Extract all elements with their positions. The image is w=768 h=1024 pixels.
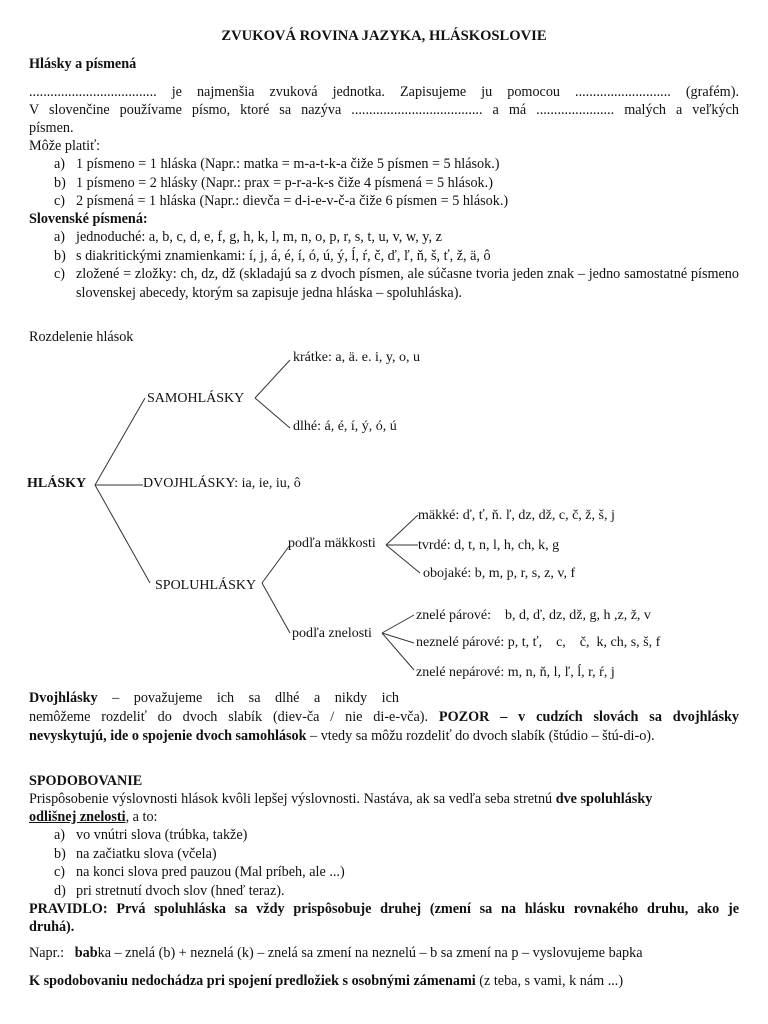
paragraph-line: písmen.: [29, 120, 74, 136]
list-item: c) zložené = zložky: ch, dz, dž (skladajú sa z dvoch písmen, ale súčasne tvoria jeden znak – jedno samostatné písmeno slovenskej abecedy, ktorým sa zapisuje jedna hláska – spoluhláska).: [54, 266, 739, 301]
dvojhlasky-line2: nemôžeme rozdeliť do dvoch slabík (diev-ča / nie di-e-vča). POZOR – v cudzích slovách sa dvojhlásky: [29, 709, 740, 725]
spodobovanie-line2: odlišnej znelosti, a to:: [29, 809, 158, 825]
can-be-label: Môže platiť:: [29, 138, 101, 154]
example-line: Napr.: babka – znelá (b) + neznelá (k) – znelá sa zmení na neznelú – b sa zmení na p – vyslovujeme bapka: [29, 945, 643, 961]
list-item: a) 1 písmeno = 1 hláska (Napr.: matka = m-a-t-k-a čiže 5 písmen = 5 hlások.): [54, 156, 500, 172]
final-note: K spodobovaniu nedochádza pri spojení predložiek s osobnými zámenami (z teba, s vami, k nám ...): [29, 973, 624, 989]
list-item: b) 1 písmeno = 2 hlásky (Napr.: prax = p-r-a-k-s čiže 4 písmená = 5 hlások.): [54, 174, 493, 191]
tree-leaf-obojake: obojaké: b, m, p, r, s, z, v, f: [423, 566, 576, 581]
list-item: b) s diakritickými znamienkami: í, j, á, é, í, ó, ú, ý, ĺ, ŕ, č, ď, ľ, ň, š, ť, ž, ä, ô: [54, 247, 491, 264]
tree-node-samohlasky: SAMOHLÁSKY: [147, 391, 245, 406]
section-heading-hlasky-pismena: Hlásky a písmená: [29, 56, 137, 72]
list-item: c) na konci slova pred pauzou (Mal príbeh, ale ...): [54, 864, 345, 881]
list-item: b) na začiatku slova (včela): [54, 845, 217, 862]
tree-node-spoluhlasky: SPOLUHLÁSKY: [155, 578, 257, 593]
list-item: a) jednoduché: a, b, c, d, e, f, g, h, k, l, m, n, o, p, r, s, t, u, v, w, y, z: [54, 229, 442, 245]
list-item: a) vo vnútri slova (trúbka, takže): [54, 827, 248, 843]
paragraph-line: .................................... je najmenšia zvuková jednotka. Zapisujeme ju pomocou ........................... (grafém).: [29, 84, 739, 100]
tree-leaf-znele-neparove: znelé nepárové: m, n, ň, l, ľ, ĺ, r, ŕ, j: [416, 665, 615, 680]
tree-leaf-makke: mäkké: ď, ť, ň. ľ, dz, dž, c, č, ž, š, j: [418, 508, 615, 523]
page-title: ZVUKOVÁ ROVINA JAZYKA, HLÁSKOSLOVIE: [221, 28, 547, 44]
tree-leaf-dlhe: dlhé: á, é, í, ý, ó, ú: [293, 419, 397, 434]
tree-leaf-kratke: krátke: a, ä. e. i, y, o, u: [293, 350, 420, 365]
dvojhlasky-line1: Dvojhlásky – považujeme ich sa dlhé a nikdy ich: [29, 690, 399, 706]
spodobovanie-list: [29, 826, 345, 900]
tree-node-znelost: podľa znelosti: [292, 626, 372, 641]
tree-node-makkost: podľa mäkkosti: [288, 536, 376, 551]
tree-leaf-tvrde: tvrdé: d, t, n, l, h, ch, k, g: [418, 538, 560, 553]
paragraph-line: V slovenčine používame písmo, ktoré sa nazýva ..................................... a má ...................... malých a veľkých: [29, 102, 739, 118]
rule-line2: druhá).: [29, 919, 75, 935]
tree-leaf-znele-parove: znelé párové: b, d, ď, dz, dž, g, h ,z, ž, v: [416, 608, 651, 623]
tree-node-dvojhlasky: DVOJHLÁSKY: ia, ie, iu, ô: [143, 476, 301, 491]
spodobovanie-line1: Prispôsobenie výslovnosti hlások kvôli lepšej výslovnosti. Nastáva, ak sa vedľa seba stretnú dve spoluhlásky: [29, 791, 653, 807]
list-item: d) pri stretnutí dvoch slov (hneď teraz).: [54, 882, 285, 899]
rule-line1: PRAVIDLO: Prvá spoluhláska sa vždy prispôsobuje druhej (zmení sa na hlásku rovnakého druhu, ako je: [29, 901, 739, 917]
letters-heading: Slovenské písmená:: [29, 211, 148, 227]
list-item: c) 2 písmená = 1 hláska (Napr.: dievča = d-i-e-v-č-a čiže 6 písmen = 5 hlások.): [54, 193, 509, 210]
section-heading-spodobovanie: SPODOBOVANIE: [29, 773, 143, 789]
dvojhlasky-line3: nevyskytujú, ide o spojenie dvoch samohlások – vtedy sa môžu rozdeliť do dvoch slabík (štúdio – štú-di-o).: [29, 728, 655, 744]
tree-leaf-neznele-parove: neznelé párové: p, t, ť, c, č, k, ch, s, š, f: [416, 635, 661, 650]
tree-root: HLÁSKY: [27, 476, 87, 491]
tree-caption: Rozdelenie hlások: [29, 329, 134, 345]
